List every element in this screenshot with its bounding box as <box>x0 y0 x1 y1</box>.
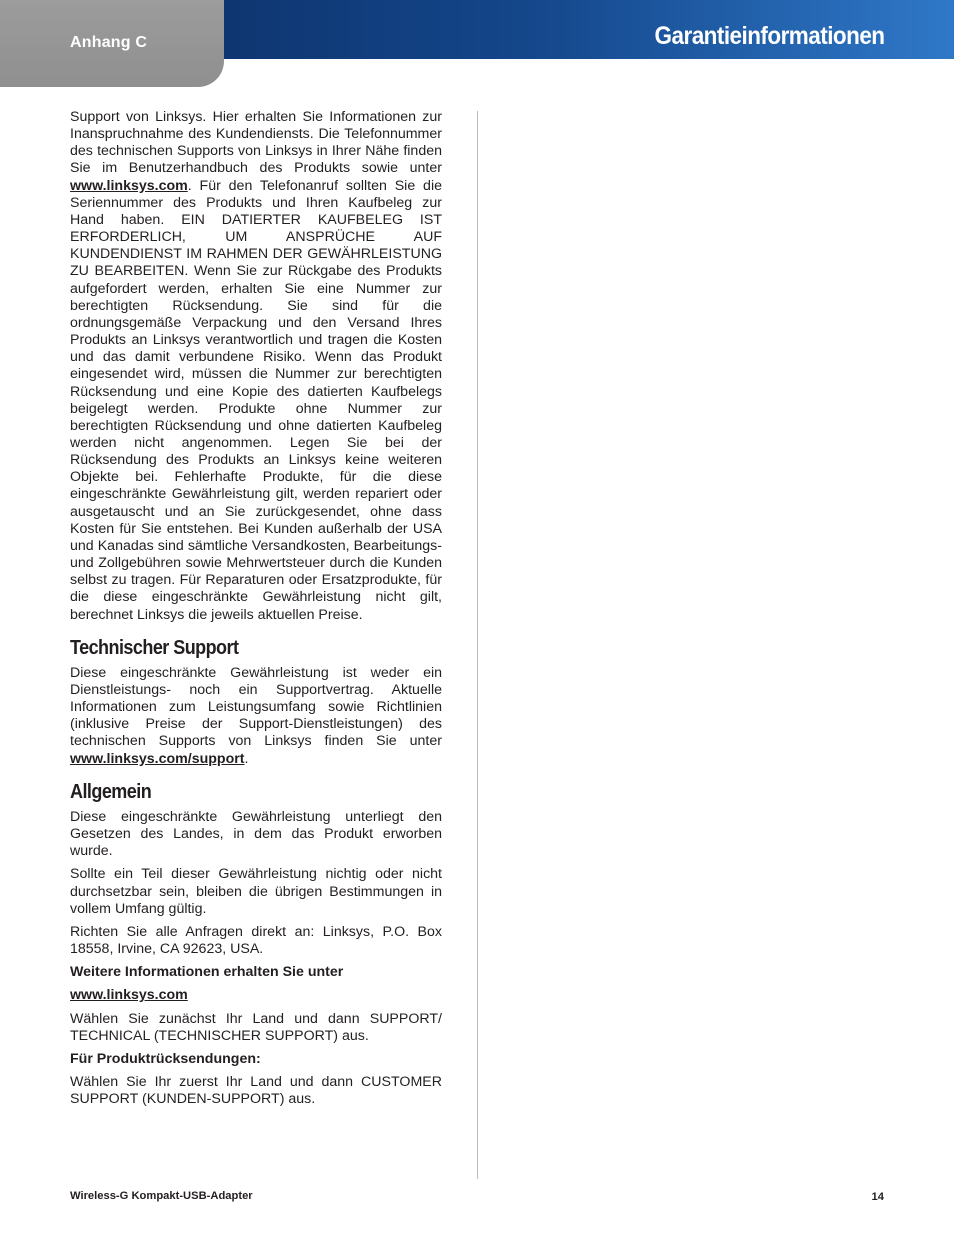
left-column <box>70 109 442 1114</box>
intro-rest-text: . Für den Telefonanruf sollten Sie die Seriennummer des Produkts und Ihren Kaufbeleg zur Hand haben. EIN DATIERTER KAUFBELEG IST ERFORDERLICH, UM ANSPRÜCHE AUF KUNDENDIENST IM RAHMEN DER GEWÄHRLEISTUNG ZU BEARBEITEN. Wenn Sie zur Rückgabe des Produkts aufgefordert werden, erhalten Sie eine Nummer zur berechtigten Rücksendung. Sie sind für die ordnungsgemäße Verpackung und den Versand Ihres Produkts an Linksys verantwortlich und tragen die Kosten und das damit verbundene Risiko. Wenn das Produkt eingesendet wird, müssen die Nummer zur berechtigten Rücksendung und eine Kopie des datierten Kaufbelegs beigelegt werden. Produkte ohne Nummer zur berechtigten Rücksendung und ohne datierten Kaufbeleg werden nicht angenommen. Legen Sie bei der Rücksendung des Produkts an Linksys keine weiteren Objekte bei. Fehlerhafte Produkte, für die diese eingeschränkte Gewährleistung gilt, werden repariert oder ausgetauscht und an Sie zurückgesendet, ohne dass Kosten für Sie entstehen. Bei Kunden außerhalb der USA und Kanadas sind sämtliche Versandkosten, Bearbeitungs- und Zollgebühren sowie Mehrwertsteuer durch die Kunden selbst zu tragen. Für Reparaturen oder Ersatzprodukte, für die diese eingeschränkte Gewährleistung nicht gilt, berechnet Linksys die jeweils aktuellen Preise. <box>70 177 442 623</box>
support-heading: Technischer Support <box>70 636 239 659</box>
page-title: Garantieinformationen <box>654 22 884 50</box>
more-info-link-line <box>70 987 442 1004</box>
more-info-link[interactable]: www.linksys.com <box>70 987 188 1004</box>
general-heading: Allgemein <box>70 780 152 803</box>
more-info-label: Weitere Informationen erhalten Sie unter <box>70 964 344 981</box>
support-text: Diese eingeschränkte Gewährleistung ist weder ein Dienstleistungs- noch ein Supportvertrag. Aktuelle Informationen zum Leistungsumfang sowie Richtlinien (inklusive Preise der Support-Dienstleistungen) des technischen Supports von Linksys finden Sie unter <box>70 664 442 750</box>
footer-product-name: Wireless-G Kompakt-USB-Adapter <box>70 1190 253 1202</box>
linksys-link[interactable]: www.linksys.com <box>70 177 188 194</box>
general-paragraph-3: Richten Sie alle Anfragen direkt an: Linksys, P.O. Box 18558, Irvine, CA 92623, USA. <box>70 923 442 958</box>
footer-page-number: 14 <box>871 1191 884 1203</box>
more-info-text: Wählen Sie zunächst Ihr Land und dann SUPPORT/ TECHNICAL (TECHNISCHER SUPPORT) aus. <box>70 1010 442 1044</box>
intro-text: Support von Linksys. Hier erhalten Sie Informationen zur Inanspruchnahme des Kundendiensts. Die Telefonnummer des technischen Supports von Linksys in Ihrer Nähe finden Sie im Benutzerhandbuch des Produkts sowie unter <box>70 109 442 177</box>
general-paragraph-2: Sollte ein Teil dieser Gewährleistung nichtig oder nicht durchsetzbar sein, bleiben die übrigen Bestimmungen in vollem Umfang gültig. <box>70 866 442 917</box>
returns-label: Für Produktrücksendungen: <box>70 1050 261 1067</box>
returns-text: Wählen Sie Ihr zuerst Ihr Land und dann CUSTOMER SUPPORT (KUNDEN-SUPPORT) aus. <box>70 1073 442 1108</box>
intro-paragraph <box>70 109 442 624</box>
support-paragraph <box>70 665 442 768</box>
column-divider <box>477 111 478 1179</box>
appendix-label: Anhang C <box>70 34 148 51</box>
general-paragraph-1: Diese eingeschränkte Gewährleistung unterliegt den Gesetzen des Landes, in dem das Produkt erworben wurde. <box>70 808 442 860</box>
support-end: . <box>244 750 249 767</box>
appendix-tab <box>0 0 224 87</box>
support-link[interactable]: www.linksys.com/support <box>70 750 245 767</box>
